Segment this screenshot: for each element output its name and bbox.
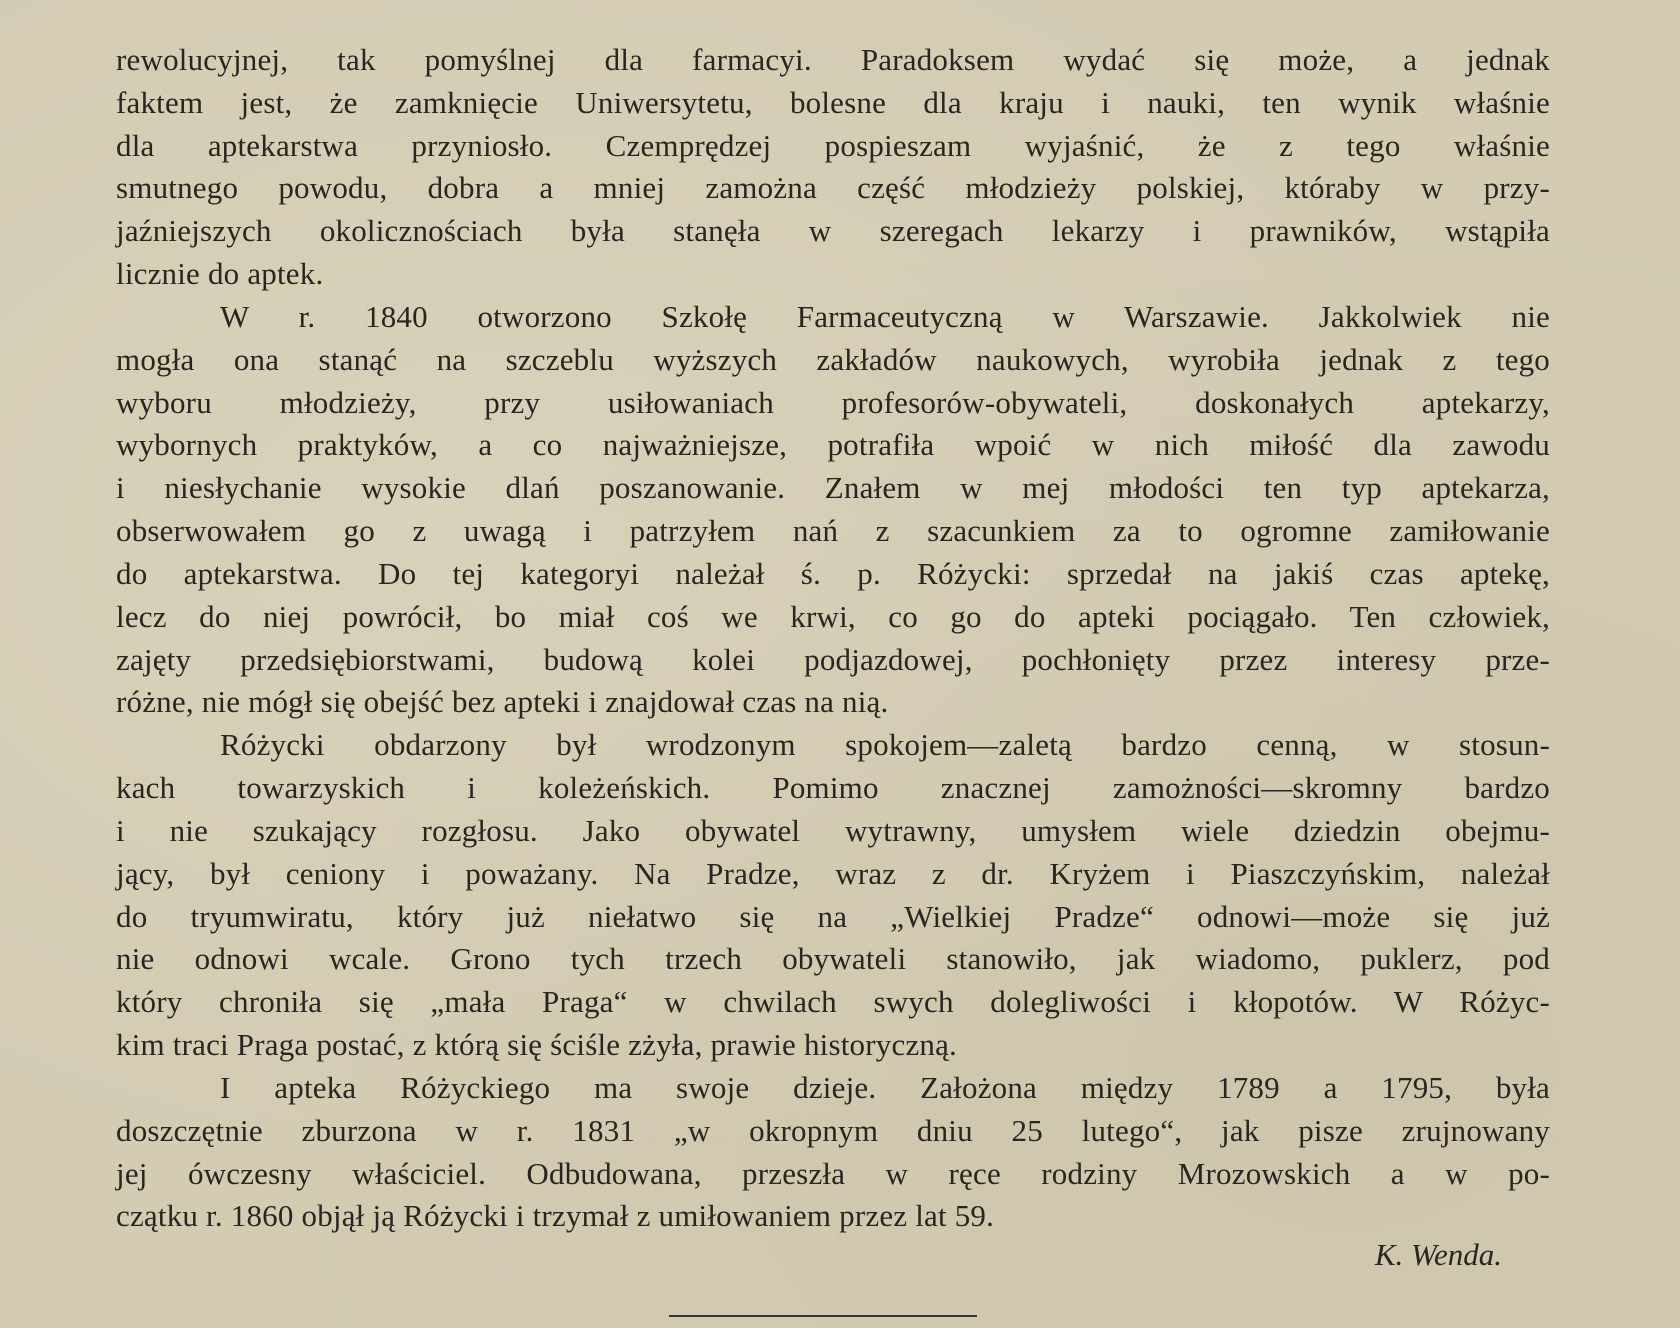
text-line: dla aptekarstwa przyniosło. Czemprędzej pospieszam wyjaśnić, że z tego właśnie	[116, 127, 1550, 163]
paragraph	[116, 39, 1550, 296]
text-line: W r. 1840 otworzono Szkołę Farmaceutyczną w Warszawie. Jakkolwiek nie	[220, 298, 1550, 334]
text-line: faktem jest, że zamknięcie Uniwersytetu, bolesne dla kraju i nauki, ten wynik właśnie	[116, 84, 1550, 120]
text-line: i nie szukający rozgłosu. Jako obywatel wytrawny, umysłem wiele dziedzin obejmu-	[116, 812, 1550, 848]
text-line: licznie do aptek.	[116, 256, 324, 292]
text-line: jący, był ceniony i poważany. Na Pradze, wraz z dr. Kryżem i Piaszczyńskim, należał	[116, 855, 1550, 891]
article-body	[116, 39, 1550, 1238]
text-line: smutnego powodu, dobra a mniej zamożna część młodzieży polskiej, którаby w przy-	[116, 170, 1550, 206]
text-line: Różycki obdarzony był wrodzonym spokojem—zaletą bardzo cenną, w stosun-	[220, 727, 1550, 763]
end-rule-divider	[669, 1315, 977, 1317]
text-line: obserwowałem go z uwagą i patrzyłem nań z szacunkiem za to ogromne zamiłowanie	[116, 513, 1550, 549]
text-line: do aptekarstwa. Do tej kategoryi należał ś. p. Różycki: sprzedał na jakiś czas aptekę,	[116, 555, 1550, 591]
text-line: lecz do niej powrócił, bo miał coś we krwi, co go do apteki pociągało. Ten człowiek,	[116, 598, 1550, 634]
paragraph	[116, 296, 1550, 724]
text-line: jej ówczesny właściciel. Odbudowana, przeszła w ręce rodziny Mrozowskich a w po-	[116, 1155, 1550, 1191]
text-line: i niesłychanie wysokie dlań poszanowanie. Znałem w mej młodości ten typ aptekarza,	[116, 470, 1550, 506]
text-line: doszczętnie zburzona w r. 1831 „w okropnym dniu 25 lutego“, jak pisze zrujnowany	[116, 1112, 1550, 1148]
text-line: który chroniła się „mała Praga“ w chwilach swych dolegliwości i kłopotów. W Różyc-	[116, 984, 1550, 1020]
paragraph	[116, 1067, 1550, 1238]
text-line: jaźniejszych okolicznościach była stanęła w szeregach lekarzy i prawników, wstąpiła	[116, 213, 1550, 249]
text-line: wybornych praktyków, a co najważniejsze, potrafiła wpoić w nich miłość dla zawodu	[116, 427, 1550, 463]
text-line: wyboru młodzieży, przy usiłowaniach profesorów-obywateli, doskonałych aptekarzy,	[116, 384, 1550, 420]
text-line: różne, nie mógł się obejść bez apteki i znajdował czas na nią.	[116, 684, 889, 720]
text-line: do tryumwiratu, który już niełatwo się na „Wielkiej Pradze“ odnowi—może się już	[116, 898, 1550, 934]
paragraph	[116, 724, 1550, 1067]
author-signature: K. Wenda.	[1374, 1237, 1502, 1272]
text-line: rewolucyjnej, tak pomyślnej dla farmacyi. Paradoksem wydać się może, a jednak	[116, 42, 1550, 77]
text-line: nie odnowi wcale. Grono tych trzech obywateli stanowiło, jak wiadomo, puklerz, pod	[116, 941, 1550, 977]
text-line: I apteka Różyckiego ma swoje dzieje. Założona między 1789 a 1795, była	[220, 1069, 1550, 1105]
text-line: kim traci Praga postać, z którą się ściśle zżyła, prawie historyczną.	[116, 1027, 958, 1063]
text-line: mogła ona stanąć na szczeblu wyższych zakładów naukowych, wyrobiła jednak z tego	[116, 341, 1550, 377]
text-line: zajęty przedsiębiorstwami, budową kolei podjazdowej, pochłonięty przez interesy prze-	[116, 641, 1550, 677]
text-line: czątku r. 1860 objął ją Różycki i trzymał z umiłowaniem przez lat 59.	[116, 1198, 995, 1234]
text-line: kach towarzyskich i koleżeńskich. Pomimo znacznej zamożności—skromny bardzo	[116, 770, 1550, 806]
